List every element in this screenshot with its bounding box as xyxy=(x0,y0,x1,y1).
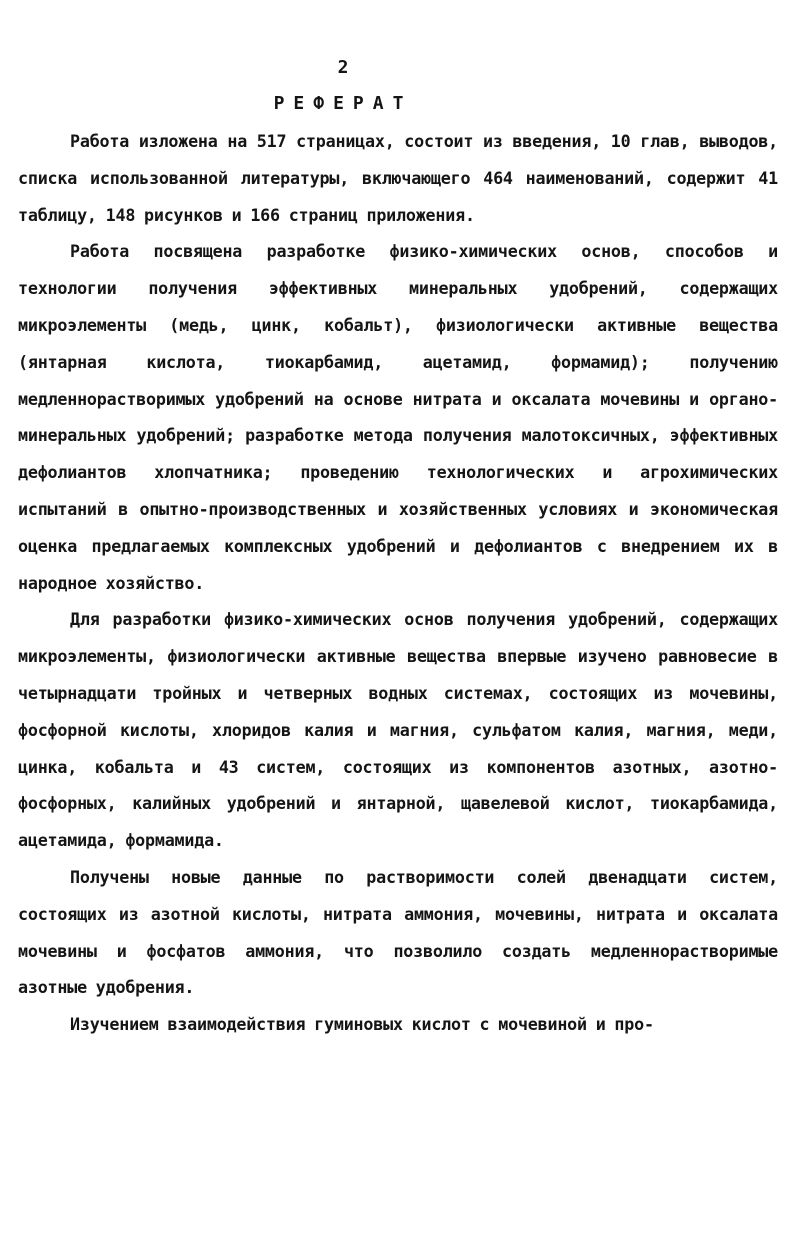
paragraph-purpose: Работа посвящена разработке физико-химических основ, способов и технологии получения эффективных минеральных удобрений, содержащих микроэлементы (медь, цинк, кобальт), физиологически активные вещества (янтарная кислота, тиокарбамид, ацетамид, формамид); получению медленнорастворимых удобрений на основе нитрата и оксалата мочевины и органо-минеральных удобрений; разработке метода получения малотоксичных, эффективных дефолиантов хлопчатника; проведению технологических и агрохимических испытаний в опытно-производственных и хозяйственных условиях и экономическая оценка предлагаемых комплексных удобрений и дефолиантов с внедрением их в народное хозяйство. xyxy=(18,241,778,593)
paragraph-equilibrium-study: Для разработки физико-химических основ получения удобрений, содержащих микроэлементы, физиологически активные вещества впервые изучено равновесие в четырнадцати тройных и четверных водных системах, состоящих из мочевины, фосфорной кислоты, хлоридов калия и магния, сульфатом калия, магния, меди, цинка, кобальта и 43 систем, состоящих из компонентов азотных, азотно-фосфорных, калийных удобрений и янтарной, щавелевой кислот, тиокарбамида, ацетамида, формамида. xyxy=(18,609,778,851)
paragraph-humic-acids: Изучением взаимодействия гуминовых кислот с мочевиной и про- xyxy=(70,1014,654,1035)
paragraph-summary: Работа изложена на 517 страницах, состоит из введения, 10 глав, выводов, списка использованной литературы, включающего 464 наименований, содержит 41 таблицу, 148 рисунков и 166 страниц приложения. xyxy=(18,131,778,225)
document-body xyxy=(18,123,778,1043)
paragraph-solubility-data: Получены новые данные по растворимости солей двенадцати систем, состоящих из азотной кислоты, нитрата аммония, мочевины, нитрата и оксалата мочевины и фосфатов аммония, что позволило создать медленнорастворимые азотные удобрения. xyxy=(18,866,778,998)
document-title: РЕФЕРАТ xyxy=(273,93,413,114)
page-number: 2 xyxy=(337,57,349,78)
